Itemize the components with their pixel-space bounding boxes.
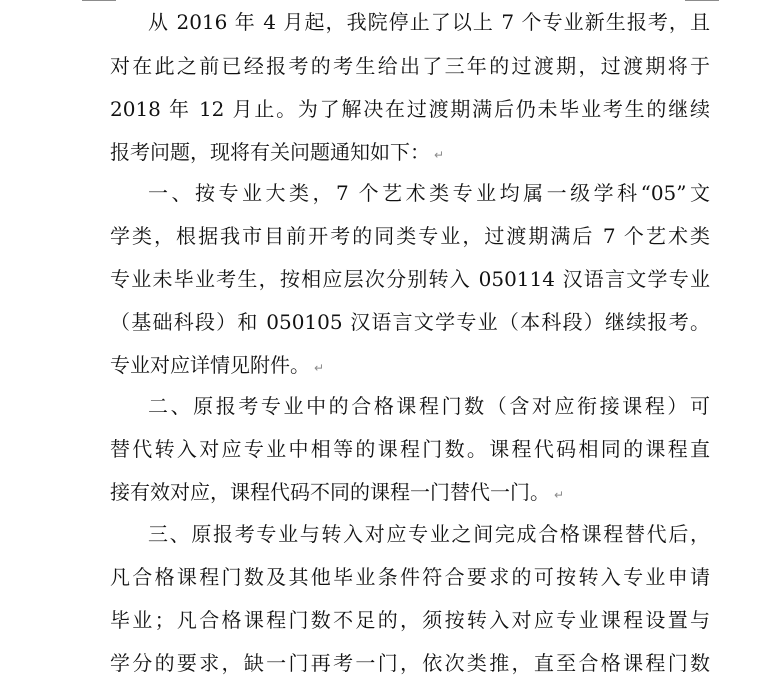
paragraph-1-line-3: 2018 年 12 月止。为了解决在过渡期满后仍未毕业考生的继续 bbox=[110, 97, 710, 121]
paragraph-3-line-3 bbox=[110, 472, 710, 512]
paragraph-1-line-4 bbox=[110, 132, 710, 172]
paragraph-2-line-2: 学类，根据我市目前开考的同类专业，过渡期满后 7 个艺术类 bbox=[110, 224, 710, 248]
paragraph-2-line-5 bbox=[110, 345, 710, 385]
paragraph-2-line-4: （基础科段）和 050105 汉语言文学专业（本科段）继续报考。 bbox=[110, 310, 710, 334]
page-corner-mark-right bbox=[685, 0, 719, 1]
paragraph-4-line-1: 三、原报考专业与转入对应专业之间完成合格课程替代后， bbox=[148, 522, 710, 546]
paragraph-mark-icon: ↵ bbox=[314, 361, 325, 375]
paragraph-2-line-1: 一、按专业大类，7 个艺术类专业均属一级学科“05”文 bbox=[148, 181, 710, 205]
paragraph-3-line-2: 替代转入对应专业中相等的课程门数。课程代码相同的课程直 bbox=[110, 437, 710, 461]
paragraph-2-line-3: 专业未毕业考生，按相应层次分别转入 050114 汉语言文学专业 bbox=[110, 267, 710, 291]
paragraph-2-line-5-text: 专业对应详情见附件。 bbox=[110, 353, 310, 377]
page-corner-mark-left bbox=[82, 0, 116, 1]
paragraph-1-line-4-text: 报考问题，现将有关问题通知如下： bbox=[110, 140, 430, 164]
paragraph-1-line-2: 对在此之前已经报考的考生给出了三年的过渡期，过渡期将于 bbox=[110, 54, 710, 78]
paragraph-mark-icon: ↵ bbox=[434, 148, 445, 162]
paragraph-3-line-3-text: 接有效对应，课程代码不同的课程一门替代一门。 bbox=[110, 480, 550, 504]
paragraph-3-line-1: 二、原报考专业中的合格课程门数（含对应衔接课程）可 bbox=[148, 394, 710, 418]
paragraph-1-line-1: 从 2016 年 4 月起，我院停止了以上 7 个专业新生报考，且 bbox=[148, 10, 710, 34]
paragraph-mark-icon: ↵ bbox=[554, 488, 565, 502]
paragraph-4-line-3: 毕业；凡合格课程门数不足的，须按转入对应专业课程设置与 bbox=[110, 608, 710, 632]
paragraph-4-line-4: 学分的要求，缺一门再考一门，依次类推，直至合格课程门数 bbox=[110, 651, 710, 675]
paragraph-4-line-2: 凡合格课程门数及其他毕业条件符合要求的可按转入专业申请 bbox=[110, 565, 710, 589]
